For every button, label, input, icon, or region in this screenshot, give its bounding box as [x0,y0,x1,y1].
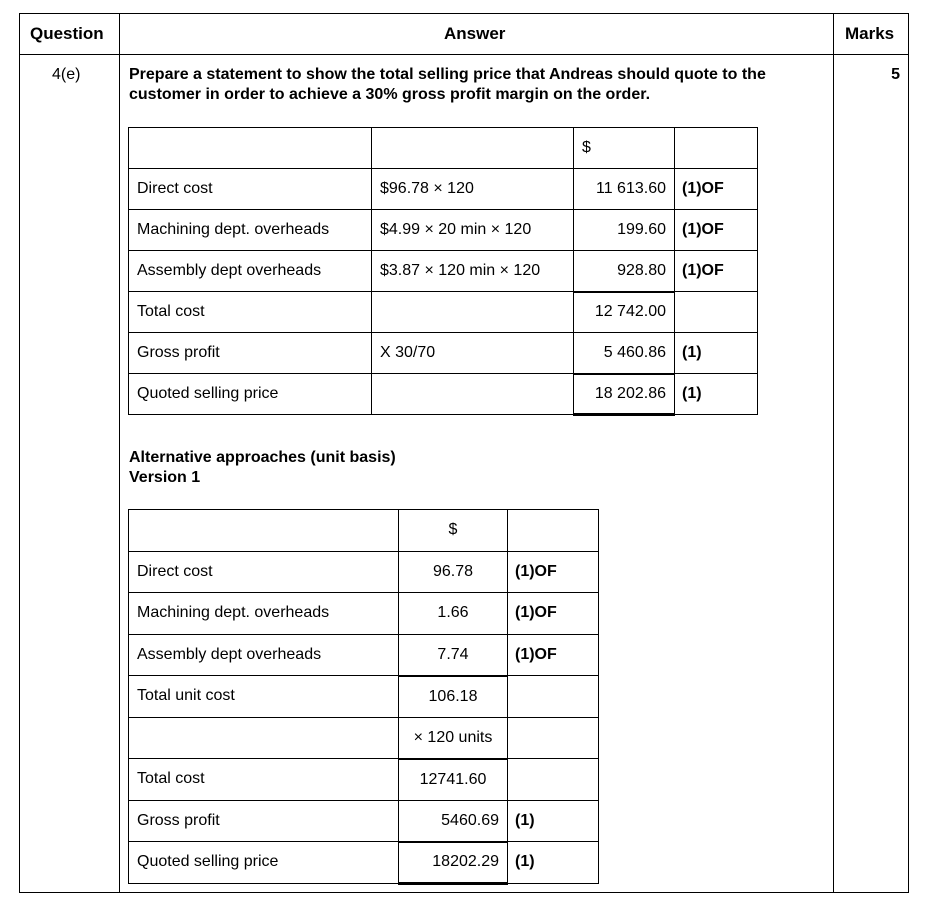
empty-cell [129,128,372,169]
question-number: 4(e) [52,66,81,83]
row-amount: 928.80 [574,251,675,292]
row-label: Quoted selling price [129,842,399,884]
row-mark: (1)OF [508,551,599,593]
question-marks: 5 [891,66,900,83]
row-label: Assembly dept overheads [129,251,372,292]
row-mark: (1)OF [675,210,758,251]
row-amount: 7.74 [399,634,508,676]
row-mark [675,292,758,333]
row-label: Direct cost [129,551,399,593]
row-label: Total unit cost [129,676,399,718]
row-label: Quoted selling price [129,374,372,415]
table-row [129,374,758,415]
alternative-title: Alternative approaches (unit basis) [129,449,396,466]
table-row [129,169,758,210]
table-row [129,717,599,759]
currency-header: $ [399,510,508,552]
question-prompt: Prepare a statement to show the total selling price that Andreas should quote to the customer in order to achieve a 30% gross profit margin on the order. [129,66,766,103]
alternative-version: Version 1 [129,469,201,486]
empty-cell [675,128,758,169]
column-divider-marks [833,13,834,893]
row-mark: (1) [675,374,758,415]
row-working [372,292,574,333]
table-row [129,800,599,842]
row-amount: 199.60 [574,210,675,251]
table-row [129,251,758,292]
row-amount: 96.78 [399,551,508,593]
row-label: Gross profit [129,333,372,374]
row-label: Machining dept. overheads [129,210,372,251]
row-amount: 11 613.60 [574,169,675,210]
row-amount: × 120 units [399,717,508,759]
row-label: Machining dept. overheads [129,593,399,635]
row-label: Gross profit [129,800,399,842]
row-mark: (1)OF [508,634,599,676]
row-working: $96.78 × 120 [372,169,574,210]
row-mark: (1)OF [675,169,758,210]
row-working: $4.99 × 20 min × 120 [372,210,574,251]
header-divider [19,54,909,55]
table-row [129,593,599,635]
row-mark: (1) [508,842,599,884]
row-amount: 5 460.86 [574,333,675,374]
row-label: Total cost [129,292,372,333]
table-row [129,210,758,251]
table-row [129,676,599,718]
column-divider-question [119,13,120,893]
row-mark: (1)OF [675,251,758,292]
row-amount: 5460.69 [399,800,508,842]
table-row [129,842,599,884]
table-row [129,759,599,801]
row-mark [508,759,599,801]
row-working: X 30/70 [372,333,574,374]
empty-cell [372,128,574,169]
alternative-approach-heading [129,448,396,488]
table-row [129,551,599,593]
answer-column-header: Answer [444,24,506,43]
row-label: Total cost [129,759,399,801]
selling-price-statement-table [128,127,758,416]
marks-column-header: Marks [845,24,895,43]
table-row [129,292,758,333]
row-mark: (1) [508,800,599,842]
row-working: $3.87 × 120 min × 120 [372,251,574,292]
row-amount: 106.18 [399,676,508,718]
row-amount: 12741.60 [399,759,508,801]
row-working [372,374,574,415]
currency-header: $ [574,128,675,169]
row-mark: (1)OF [508,593,599,635]
row-amount: 18202.29 [399,842,508,884]
empty-cell [508,510,599,552]
unit-basis-table [128,509,599,885]
row-label: Assembly dept overheads [129,634,399,676]
row-label: Direct cost [129,169,372,210]
empty-cell [129,510,399,552]
row-amount: 12 742.00 [574,292,675,333]
question-column-header: Question [30,24,104,43]
row-amount: 1.66 [399,593,508,635]
row-mark [508,717,599,759]
table-header-row [129,510,599,552]
row-mark: (1) [675,333,758,374]
table-row [129,333,758,374]
table-row [129,634,599,676]
row-label [129,717,399,759]
table-header-row [129,128,758,169]
row-amount: 18 202.86 [574,374,675,415]
row-mark [508,676,599,718]
